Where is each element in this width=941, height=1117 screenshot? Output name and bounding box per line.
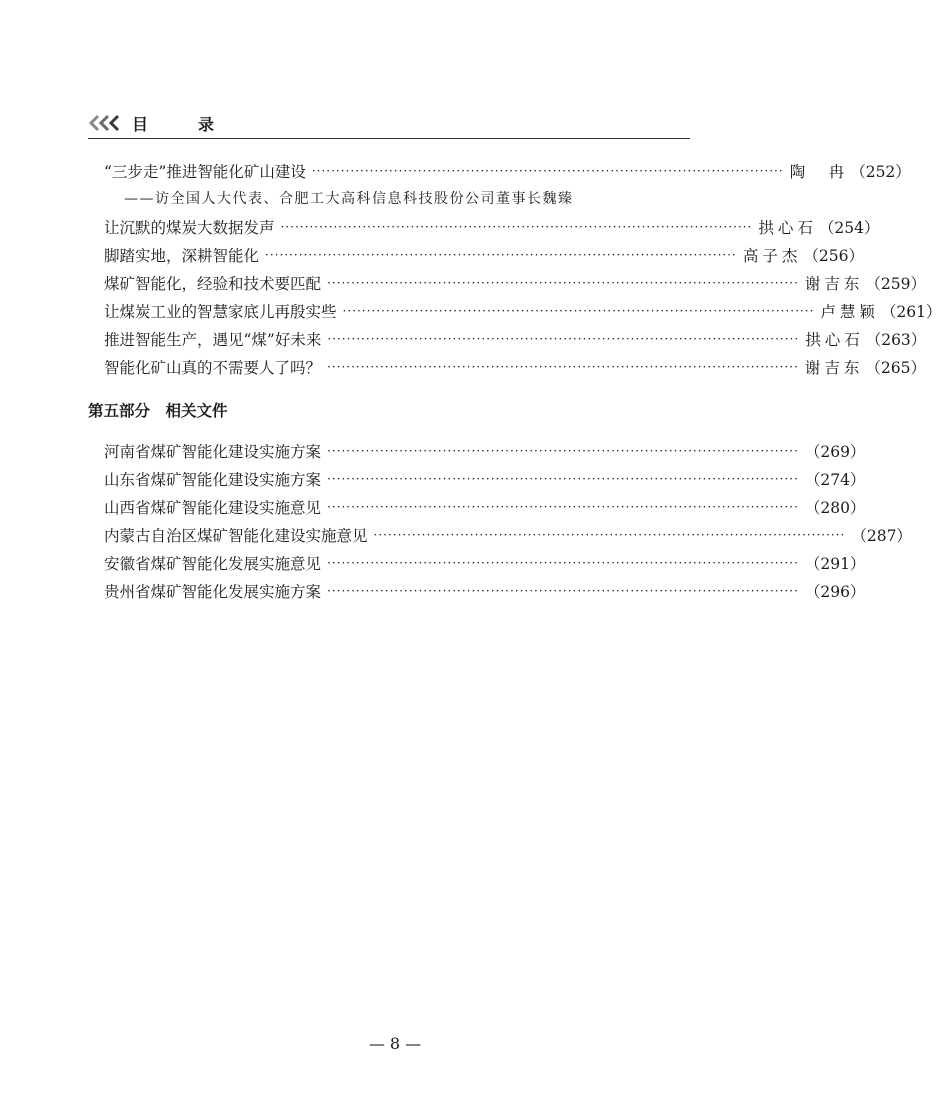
triple-chevron-left-icon xyxy=(88,114,128,132)
toc-entry-title: 山西省煤矿智能化建设实施意见 xyxy=(104,499,322,517)
leader-dots: ·································································································· xyxy=(327,332,800,346)
toc-entry-author: 陶 冉 xyxy=(789,163,849,181)
toc-entry-title: 让煤炭工业的智慧家底儿再殷实些 xyxy=(104,303,337,321)
toc-entry-page: （274） xyxy=(804,471,866,489)
toc-entry[interactable] xyxy=(104,243,864,267)
leader-dots: ·································································································· xyxy=(327,556,799,570)
toc-entry-page: （287） xyxy=(851,527,912,545)
toc-entry-page: （269） xyxy=(804,443,866,461)
leader-dots: ·································································································· xyxy=(373,528,846,542)
toc-entry-page: （291） xyxy=(804,555,866,573)
toc-entry-author: 谢吉东 xyxy=(804,359,864,377)
toc-entry[interactable] xyxy=(104,327,927,351)
page-number: — 8 — xyxy=(368,1034,422,1053)
toc-entry-title: 智能化矿山真的不需要人了吗？ xyxy=(104,359,322,377)
toc-entry-title: 贵州省煤矿智能化发展实施方案 xyxy=(104,583,322,601)
leader-dots: ·································································································· xyxy=(342,304,815,318)
leader-dots: ·································································································· xyxy=(327,276,799,290)
toc-entry-page: （252） xyxy=(850,163,911,181)
toc-entry-page: （254） xyxy=(818,219,880,237)
toc-entry[interactable] xyxy=(104,271,926,295)
toc-entry[interactable] xyxy=(104,551,866,575)
toc-entry-title: 让沉默的煤炭大数据发声 xyxy=(104,219,275,237)
leader-dots: ·································································································· xyxy=(327,472,799,486)
header-label-lu: 录 xyxy=(198,115,215,134)
toc-entry-title: “三步走”推进智能化矿山建设 xyxy=(104,163,306,181)
toc-entry-page: （256） xyxy=(803,247,864,265)
toc-entry-title: 内蒙古自治区煤矿智能化建设实施意见 xyxy=(104,527,368,545)
toc-entry-page: （296） xyxy=(804,583,866,601)
header-label-mu: 目 xyxy=(132,115,149,134)
toc-entry-author: 谢吉东 xyxy=(804,275,864,293)
header-rule xyxy=(88,138,690,139)
toc-entry-title: 河南省煤矿智能化建设实施方案 xyxy=(104,443,322,461)
toc-entry[interactable] xyxy=(104,579,866,603)
toc-entry-title: 煤矿智能化，经验和技术要匹配 xyxy=(104,275,322,293)
toc-entry-author: 拱心石 xyxy=(805,331,864,349)
running-header xyxy=(88,112,690,136)
toc-entry-title: 脚踏实地，深耕智能化 xyxy=(104,247,260,265)
toc-entry-author: 卢慧颖 xyxy=(820,303,879,321)
toc-entry-page: （263） xyxy=(865,331,927,349)
leader-dots: ·································································································· xyxy=(327,500,799,514)
toc-entry-author: 拱心石 xyxy=(758,219,817,237)
toc-entry-page: （265） xyxy=(865,359,926,377)
toc-entry-title: 山东省煤矿智能化建设实施方案 xyxy=(104,471,322,489)
toc-entry-author: 高子杰 xyxy=(742,247,802,265)
toc-entry-page: （259） xyxy=(865,275,926,293)
leader-dots: ·································································································· xyxy=(265,248,737,262)
toc-entry-title: 安徽省煤矿智能化发展实施意见 xyxy=(104,555,322,573)
toc-entry[interactable] xyxy=(104,523,912,547)
section-heading: 第五部分 相关文件 xyxy=(88,402,228,420)
leader-dots: ·································································································· xyxy=(327,444,799,458)
toc-entry[interactable] xyxy=(104,355,926,379)
toc-entry[interactable] xyxy=(104,467,866,491)
leader-dots: ·································································································· xyxy=(327,584,799,598)
toc-entry[interactable] xyxy=(104,495,866,519)
toc-entry[interactable] xyxy=(104,159,911,183)
leader-dots: ·································································································· xyxy=(280,220,753,234)
toc-entry-subtitle: ——访全国人大代表、合肥工大高科信息科技股份公司董事长魏臻 xyxy=(124,191,574,207)
leader-dots: ·································································································· xyxy=(311,164,784,178)
toc-entry-page: （261） xyxy=(880,303,941,321)
toc-entry-page: （280） xyxy=(804,499,866,517)
toc-entry-title: 推进智能生产，遇见“煤”好未来 xyxy=(104,331,322,349)
leader-dots: ·································································································· xyxy=(327,360,799,374)
toc-entry[interactable] xyxy=(104,299,941,323)
toc-entry[interactable] xyxy=(104,215,880,239)
toc-entry[interactable] xyxy=(104,439,866,463)
